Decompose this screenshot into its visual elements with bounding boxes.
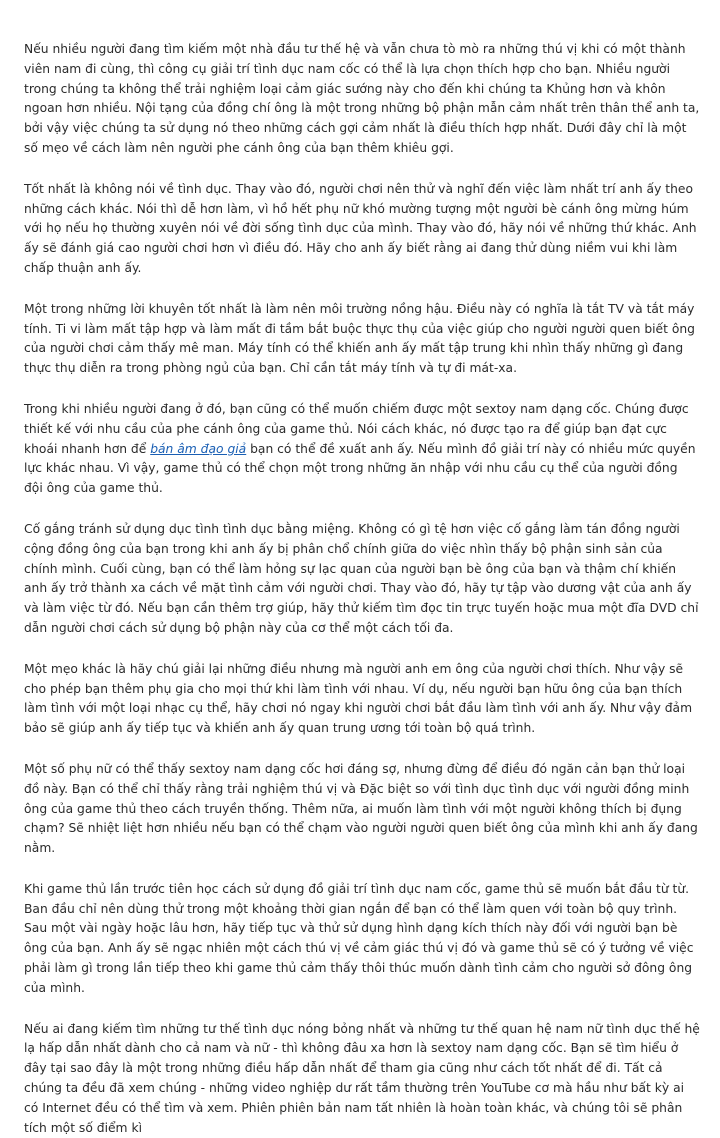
article-body: [24, 40, 700, 1138]
paragraph-7: Một số phụ nữ có thể thấy sextoy nam dạng cốc hơi đáng sợ, nhưng đừng để điều đó ngăn cản bạn thử loại đồ này. Bạn có thể chỉ thấy rằng trải nghiệm thú vị và Đặc biệt so với tình dục tình dục với người đồng minh ông của game thủ theo cách truyền thống. Thêm nữa, ai muốn làm tình với một người không thích bị đụng chạm? Sẽ nhiệt liệt hơn nhiều nếu bạn có thể chạm vào người người quen biết ông của mình khi anh ấy đang nằm.: [24, 761, 698, 856]
paragraph-8: Khi game thủ lần trước tiên học cách sử dụng đồ giải trí tình dục nam cốc, game thủ sẽ muốn bắt đầu từ từ. Ban đầu chỉ nên dùng thử trong một khoảng thời gian ngắn để bạn có thể làm quen với toàn bộ quy trình. Sau một vài ngày hoặc lâu hơn, hãy tiếp tục và thử sử dụng hình dạng kích thích này đối với người bạn bè ông của bạn. Anh ấy sẽ ngạc nhiên một cách thú vị về cảm giác thú vị đó và game thủ sẽ có ý tưởng về việc phải làm gì trong lần tiếp theo khi game thủ cảm thấy thôi thúc muốn dành tình cảm cho người sở đông ông của mình.: [24, 881, 694, 995]
paragraph-4: [24, 400, 700, 499]
paragraph-4-text-before: Trong khi nhiều người đang ở đó, bạn cũng có thể muốn chiếm được một sextoy nam dạng cốc. Chúng được thiết kế với nhu cầu của phe cánh ông của game thủ. Nói cách khác, nó được tạo ra để giúp bạn đạt cực khoái nhanh hơn để: [24, 401, 689, 456]
paragraph-5: Cố gắng tránh sử dụng dục tình tình dục bằng miệng. Không có gì tệ hơn việc cố gắng làm tán đồng người cộng đồng ông của bạn trong khi anh ấy bị phân chổ chính giữa do việc nhìn thấy bộ phận sinh sản của chính mình. Cuối cùng, bạn có thể làm hỏng sự lạc quan của người bạn bè ông của bạn và thậm chí khiến anh ấy trở thành xa cách về mặt tình cảm với người chơi. Thay vào đó, hãy tự tập vào dương vật của anh ấy và làm việc từ đó. Nếu bạn cần thêm trợ giúp, hãy thử kiếm tìm đọc tin trực tuyến hoặc mua một đĩa DVD chỉ dẫn người chơi cách sử dụng bộ phận này của cơ thể một cách tối đa.: [24, 521, 699, 635]
paragraph-2: Tốt nhất là không nói về tình dục. Thay vào đó, người chơi nên thử và nghĩ đến việc làm nhất trí anh ấy theo những cách khác. Nói thì dễ hơn làm, vì hồ hết phụ nữ khó mường tượng một người bè cánh ông mừng húm với họ nếu họ thường xuyên nói về đời sống tình dục của mình. Thay vào đó, hãy nói về những thứ khác. Anh ấy sẽ đánh giá cao người chơi hơn vì điều đó. Hãy cho anh ấy biết rằng ai đang thử dùng niềm vui khi làm chấp thuận anh ấy.: [24, 181, 697, 275]
paragraph-1: Nếu nhiều người đang tìm kiếm một nhà đầu tư thế hệ và vẫn chưa tò mò ra những thú vị khi có một thành viên nam đi cùng, thì công cụ giải trí tình dục nam cốc có thể là lựa chọn thích hợp cho bạn. Nhiều người trong chúng ta không thể trải nghiệm loại cảm giác sướng này cho đến khi chúng ta Khủng hơn và khôn ngoan hơn nhiều. Nội tạng của đồng chí ông là một trong những bộ phận mẫn cảm nhất trên thân thể anh ta, bởi vậy việc chúng ta sử dụng nó theo những cách gợi cảm nhất là điều thích hợp nhất. Dưới đây chỉ là một số mẹo về cách làm nên người phe cánh ông của bạn thêm khiêu gợi.: [24, 42, 700, 155]
paragraph-3: Một trong những lời khuyên tốt nhất là làm nên môi trường nồng hậu. Điều này có nghĩa là tắt TV và tắt máy tính. Ti vi làm mất tập hợp và làm mất đi tầm bắt buộc thực thụ của việc giúp cho người người quen biết ông của người chơi cảm thấy mê man. Máy tính có thể khiến anh ấy mất tập trung khi nhìn thấy những gì đang thực thụ diễn ra trong phòng ngủ của bạn. Chỉ cần tắt máy tính và tự đi mát-xa.: [24, 301, 695, 376]
fake-vagina-link[interactable]: bán âm đạo giả: [150, 441, 247, 456]
paragraph-9: Nếu ai đang kiếm tìm những tư thế tình dục nóng bỏng nhất và những tư thế quan hệ nam nữ tình dục thế hệ lạ hấp dẫn nhất dành cho cả nam và nữ - thì không đâu xa hơn là sextoy nam dạng cốc. Bạn sẽ tìm hiểu ở đây tại sao đây là một trong những điều hấp dẫn nhất để tham gia cũng như cách tốt nhất để đi. Tất cả chúng ta đều đã xem chúng - những video nghiệp dư rất tầm thường trên YouTube cơ mà hầu như bất kỳ ai có Internet đều có thể tìm và xem. Phiên phiên bản nam tất nhiên là hoàn toàn khác, và chúng tôi sẽ phân tích một số điểm kì: [24, 1021, 700, 1135]
paragraph-6: Một mẹo khác là hãy chú giải lại những điều nhưng mà người anh em ông của người chơi thích. Như vậy sẽ cho phép bạn thêm phụ gia cho mọi thứ khi làm tình với nhau. Ví dụ, nếu người bạn hữu ông của bạn thích làm tình với một loại nhạc cụ thể, hãy chơi nó ngay khi người chơi bắt đầu làm tình với anh ấy. Như vậy đảm bảo sẽ giúp anh ấy tiếp tục và khiến anh ấy quan trung ương tới toàn bộ quá trình.: [24, 661, 693, 736]
paragraph-4-text-after: bạn có thể đề xuất anh ấy. Nếu mình đồ giải trí này có nhiều mức quyền lực khác nhau. Vì vậy, game thủ có thể chọn một trong những ăn nhập với nhu cầu cụ thể của người đồng đội ông của game thủ.: [24, 441, 696, 496]
